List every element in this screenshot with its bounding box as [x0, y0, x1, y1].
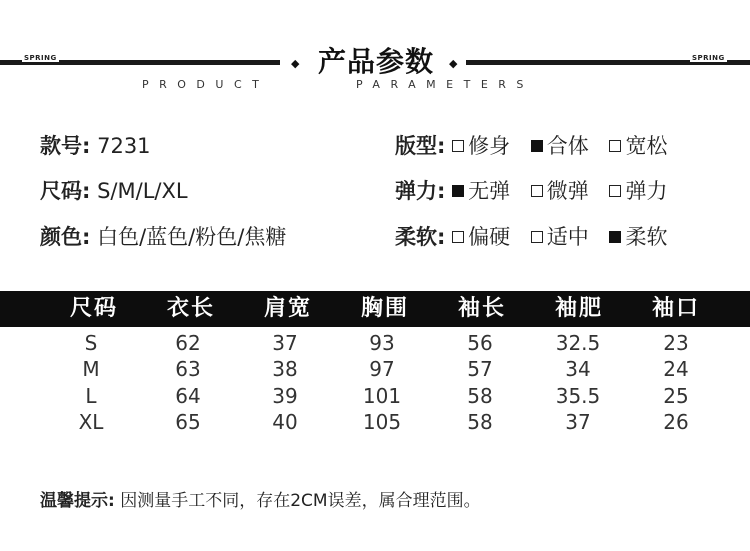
checkbox-icon — [531, 185, 543, 197]
table-cell: 40 — [272, 410, 298, 434]
table-cell: 32.5 — [555, 331, 601, 355]
option — [531, 179, 589, 203]
option — [452, 179, 510, 203]
column-header-size: 尺码 — [69, 296, 118, 321]
option — [531, 225, 589, 249]
table-cell: 105 — [362, 410, 402, 434]
table-cell: 93 — [369, 331, 395, 355]
option — [609, 134, 667, 158]
checkbox-icon — [609, 185, 621, 197]
column-header-cuff: 袖口 — [651, 296, 700, 321]
diamond-icon-right: ◆ — [449, 57, 458, 70]
table-cell: 101 — [362, 384, 402, 408]
table-cell: XL — [78, 410, 104, 434]
param-color — [40, 221, 286, 251]
option-label: 宽松 — [625, 134, 668, 158]
diamond-icon-left: ◆ — [291, 57, 300, 70]
checkbox-icon — [452, 231, 464, 243]
subtitle-parameters: PARAMETERS — [356, 78, 534, 91]
table-cell: 39 — [272, 384, 298, 408]
param-label: 柔软: — [395, 225, 446, 249]
table-cell: 62 — [175, 331, 201, 355]
table-cell: 58 — [467, 384, 493, 408]
measurement-note — [40, 486, 481, 511]
page-title: 产品参数 — [317, 45, 434, 78]
option-label: 微弹 — [546, 179, 589, 203]
table-cell: 56 — [467, 331, 493, 355]
param-value: 7231 — [97, 134, 151, 158]
checkbox-icon — [531, 231, 543, 243]
option — [452, 134, 510, 158]
column-header-chest: 胸围 — [360, 296, 409, 321]
table-cell: 35.5 — [555, 384, 601, 408]
param-size — [40, 175, 188, 205]
option-label: 修身 — [468, 134, 511, 158]
column-header-sleeve: 袖长 — [457, 296, 506, 321]
table-cell: 23 — [663, 331, 689, 355]
subtitle-product: PRODUCT — [142, 78, 270, 91]
column-header-shoulder: 肩宽 — [263, 296, 312, 321]
table-cell: 64 — [175, 384, 201, 408]
param-label: 尺码: — [40, 179, 91, 203]
param-value: S/M/L/XL — [97, 179, 188, 203]
option-label: 合体 — [546, 134, 589, 158]
option-label: 偏硬 — [468, 225, 511, 249]
table-cell: 25 — [663, 384, 689, 408]
size-table-header — [0, 291, 750, 327]
column-header-length: 衣长 — [166, 296, 215, 321]
table-cell: M — [82, 357, 100, 381]
column-header-arm: 袖肥 — [554, 296, 603, 321]
checkbox-icon — [452, 140, 464, 152]
param-softness — [395, 221, 681, 251]
table-cell: 63 — [175, 357, 201, 381]
param-label: 版型: — [395, 134, 446, 158]
param-label: 颜色: — [40, 225, 91, 249]
param-value: 白色/蓝色/粉色/焦糖 — [97, 225, 287, 249]
table-cell: 57 — [467, 357, 493, 381]
table-cell: 34 — [565, 357, 591, 381]
param-style-no — [40, 130, 151, 160]
table-cell: L — [85, 384, 97, 408]
table-cell: 58 — [467, 410, 493, 434]
table-cell: S — [84, 331, 98, 355]
checkbox-icon — [452, 185, 464, 197]
param-fit — [395, 130, 681, 160]
option — [609, 225, 667, 249]
table-cell: 97 — [369, 357, 395, 381]
option-label: 适中 — [546, 225, 589, 249]
spring-tag-left: SPRING — [24, 54, 57, 62]
param-label: 款号: — [40, 134, 91, 158]
table-cell: 37 — [565, 410, 591, 434]
table-cell: 37 — [272, 331, 298, 355]
option — [452, 225, 510, 249]
note-label: 温馨提示: — [40, 491, 115, 511]
table-cell: 24 — [663, 357, 689, 381]
param-elasticity — [395, 175, 681, 205]
checkbox-icon — [609, 231, 621, 243]
table-cell: 26 — [663, 410, 689, 434]
note-text: 因测量手工不同，存在2CM误差，属合理范围。 — [120, 491, 481, 511]
checkbox-icon — [531, 140, 543, 152]
table-cell: 65 — [175, 410, 201, 434]
option-label: 无弹 — [468, 179, 511, 203]
option — [531, 134, 589, 158]
option — [609, 179, 667, 203]
checkbox-icon — [609, 140, 621, 152]
option-label: 柔软 — [625, 225, 668, 249]
option-label: 弹力 — [625, 179, 668, 203]
table-cell: 38 — [272, 357, 298, 381]
spring-tag-right: SPRING — [692, 54, 725, 62]
param-label: 弹力: — [395, 179, 446, 203]
